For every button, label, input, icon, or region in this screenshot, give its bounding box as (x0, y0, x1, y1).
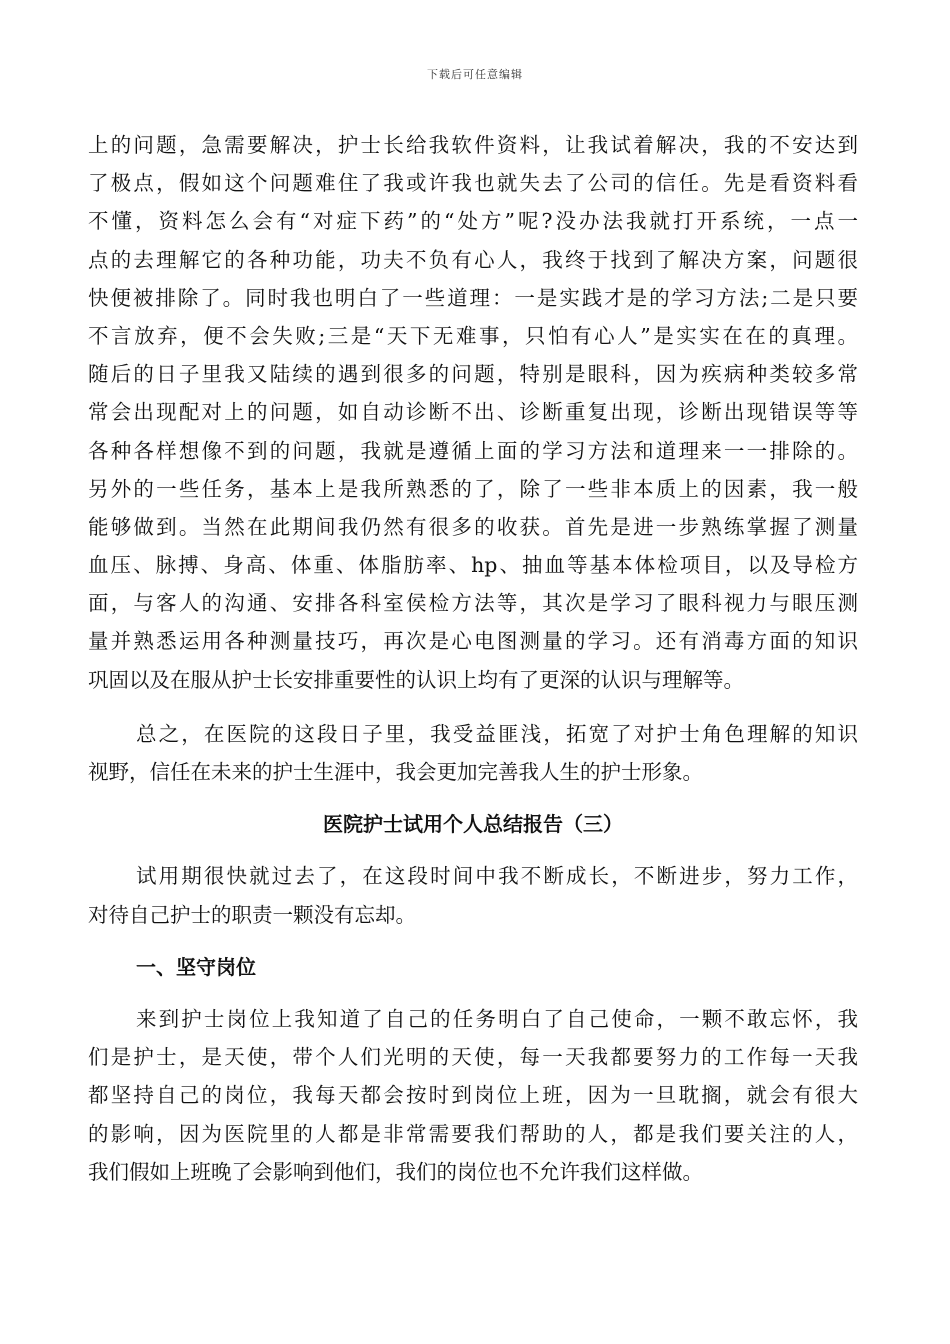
paragraph-continued (88, 126, 858, 699)
text-line: 对待自己护士的职责一颗没有忘却。 (88, 902, 416, 927)
text-line: 来到护士岗位上我知道了自己的任务明白了自己使命，一颗不敢忘怀，我 (136, 1006, 858, 1031)
text-line: 的影响，因为医院里的人都是非常需要我们帮助的人，都是我们要关注的人， (88, 1121, 858, 1146)
text-line: 了极点，假如这个问题难住了我或许我也就失去了公司的信任。先是看资料看 (88, 171, 858, 196)
text-line: 视野，信任在未来的护士生涯中，我会更加完善我人生的护士形象。 (88, 760, 703, 784)
text-line: 快便被排除了。同时我也明白了一些道理：一是实践才是的学习方法;二是只要 (88, 285, 858, 310)
text-line: 都坚持自己的岗位，我每天都会按时到岗位上班，因为一旦耽搁，就会有很大 (88, 1083, 858, 1108)
document-body (88, 126, 858, 1191)
text-line: 面，与客人的沟通、安排各科室侯检方法等，其次是学习了眼科视力与眼压测 (88, 591, 858, 616)
text-line: 血压、脉搏、身高、体重、体脂肪率、hp、抽血等基本体检项目，以及导检方 (88, 553, 858, 578)
text-line: 上的问题，急需要解决，护士长给我软件资料，让我试着解决，我的不安达到 (88, 133, 858, 157)
text-line: 各种各样想像不到的问题，我就是遵循上面的学习方法和道理来一一排除的。 (88, 438, 858, 463)
text-line: 常会出现配对上的问题，如自动诊断不出、诊断重复出现，诊断出现错误等等 (88, 400, 858, 425)
text-line: 量并熟悉运用各种测量技巧，再次是心电图测量的学习。还有消毒方面的知识 (88, 629, 858, 654)
text-line: 能够做到。当然在此期间我仍然有很多的收获。首先是进一步熟练掌握了测量 (88, 514, 858, 539)
text-line: 不懂，资料怎么会有“对症下药”的“处方”呢?没办法我就打开系统，一点一 (88, 209, 858, 234)
text-line: 总之，在医院的这段日子里，我受益匪浅，拓宽了对护士角色理解的知识 (136, 721, 858, 746)
text-line: 们是护士，是天使，带个人们光明的天使，每一天我都要努力的工作每一天我 (88, 1045, 858, 1070)
text-line: 不言放弃，便不会失败;三是“天下无难事，只怕有心人”是实实在在的真理。 (88, 323, 858, 348)
text-line: 点的去理解它的各种功能，功夫不负有心人，我终于找到了解决方案，问题很 (88, 247, 858, 272)
text-line: 巩固以及在服从护士长安排重要性的认识上均有了更深的认识与理解等。 (88, 667, 744, 692)
paragraph-intro (88, 857, 858, 933)
text-line: 另外的一些任务，基本上是我所熟悉的了，除了一些非本质上的因素，我一般 (88, 476, 858, 501)
subheading: 一、坚守岗位 (136, 954, 256, 979)
text-line: 随后的日子里我又陆续的遇到很多的问题，特别是眼科，因为疾病种类较多常 (88, 362, 858, 387)
paragraph-gap (88, 791, 858, 805)
header-note: 下载后可任意编辑 (427, 68, 523, 81)
paragraph-body (88, 1000, 858, 1191)
text-line: 试用期很快就过去了，在这段时间中我不断成长，不断进步，努力工作， (136, 864, 858, 889)
section-title: 医院护士试用个人总结报告（三） (323, 812, 623, 837)
paragraph-summary (88, 715, 858, 791)
text-line: 我们假如上班晚了会影响到他们，我们的岗位也不允许我们这样做。 (88, 1159, 703, 1184)
paragraph-gap (88, 699, 858, 715)
paragraph-gap (88, 934, 858, 948)
paragraph-gap (88, 843, 858, 857)
paragraph-gap (88, 986, 858, 1000)
